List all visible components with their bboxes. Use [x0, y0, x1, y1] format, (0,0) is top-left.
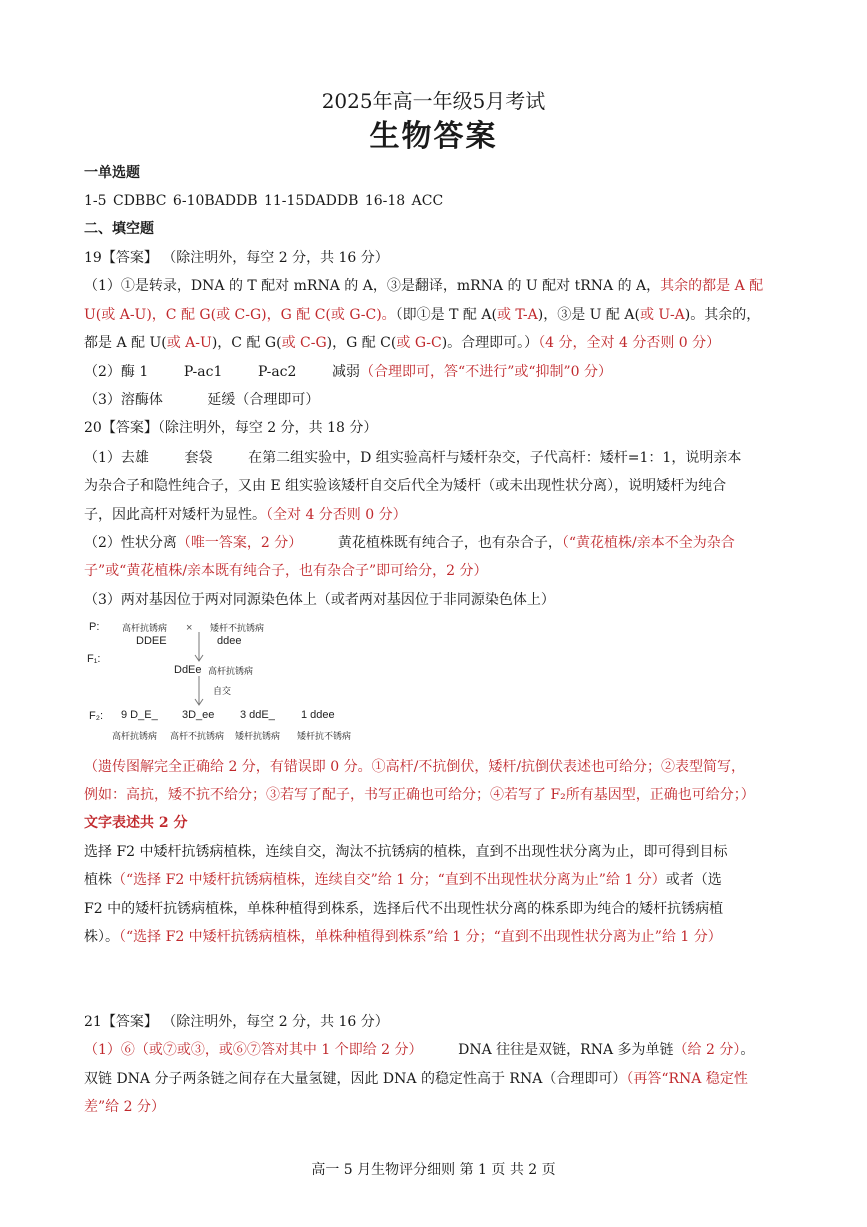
parent1-genotype: DDEE: [136, 635, 167, 647]
q20-text-score-note: 文字表述共 2 分: [84, 815, 188, 831]
f2-phenotype: 高杆不抗锈病: [170, 731, 225, 741]
q21-part1-line3: 差”给 2 分）: [84, 1099, 165, 1115]
parent2-genotype: ddee: [217, 635, 242, 647]
f2-phenotype: 高杆抗锈病: [112, 731, 158, 741]
f2-phenotype: 矮杆抗不锈病: [297, 731, 352, 741]
f2-genotype: 3D_ee: [182, 709, 215, 721]
single-choice-answers: 1-5 CDBBC 6-10BADDB 11-15DADDB 16-18 ACC: [84, 193, 444, 209]
section-heading-fill-in: 二、填空题: [84, 221, 154, 237]
f2-genotype: 1 ddee: [301, 709, 335, 721]
q19-heading: 19【答案】 （除注明外，每空 2 分，共 16 分）: [84, 250, 389, 266]
q20-text-line1: 选择 F2 中矮杆抗锈病植株，连续自交，淘汰不抗锈病的植株，直到不出现性状分离为止，即可得到目标: [84, 844, 728, 860]
q20-part2-line1: （2）性状分离（唯一答案，2 分） 黄花植株既有纯合子，也有杂合子，（“黄花植株/亲本不全为杂合: [84, 535, 735, 551]
parent2-phenotype: 矮杆不抗锈病: [210, 623, 265, 633]
q20-text-line2: 植株（“选择 F2 中矮杆抗锈病植株，连续自交”给 1 分；“直到不出现性状分离为止”给 1 分）或者（选: [84, 872, 722, 888]
f2-genotype: 3 ddE_: [240, 709, 275, 721]
page-footer: 高一 5 月生物评分细则 第 1 页 共 2 页: [311, 1162, 556, 1178]
subject-title: 生物答案: [369, 119, 498, 154]
q20-part1-line1: （1）去雄 套袋 在第二组实验中，D 组实验高杆与矮杆杂交，子代高杆：矮杆=1：1，说明亲本: [84, 450, 742, 466]
q19-part1-line1: （1）①是转录，DNA 的 T 配对 mRNA 的 A，③是翻译，mRNA 的 U 配对 tRNA 的 A，其余的都是 A 配: [84, 278, 764, 294]
q20-part1-line3: 子，因此高杆对矮杆为显性。（全对 4 分否则 0 分）: [84, 507, 407, 523]
q21-heading: 21【答案】 （除注明外，每空 2 分，共 16 分）: [84, 1014, 389, 1030]
q20-diagram-note-line2: 例如：高抗，矮不抗不给分；③若写了配子，书写正确也可给分；④若写了 F₂所有基因型，正确也可给分；）: [84, 787, 755, 803]
section-heading-single-choice: 一单选题: [84, 165, 140, 181]
diagram-f1-label: F₁:: [87, 653, 101, 665]
q21-part1-line1: （1）⑥（或⑦或③，或⑥⑦答对其中 1 个即给 2 分） DNA 往往是双链，RNA 多为单链（给 2 分）。: [84, 1042, 755, 1058]
q20-text-line3: F2 中的矮杆抗锈病植株，单株种植得到株系，选择后代不出现性状分离的株系即为纯合的矮杆抗锈病植: [84, 901, 724, 917]
q19-part1-line3: 都是 A 配 U(或 A-U)，C 配 G(或 C-G)，G 配 C(或 G-C)。合理即可。）（4 分，全对 4 分否则 0 分）: [84, 335, 721, 351]
q20-part2-line2: 子”或“黄花植株/亲本既有纯合子，也有杂合子”即可给分，2 分）: [84, 563, 488, 579]
f1-phenotype: 高杆抗锈病: [208, 666, 254, 676]
q19-part1-line2: U(或 A-U)，C 配 G(或 C-G)，G 配 C(或 G-C)。（即①是 T 配 A(或 T-A)，③是 U 配 A(或 U-A)。其余的，: [84, 307, 761, 323]
q20-part3: （3）两对基因位于两对同源染色体上（或者两对基因位于非同源染色体上）: [84, 592, 555, 608]
parent1-phenotype: 高杆抗锈病: [122, 623, 168, 633]
q20-heading: 20【答案】（除注明外，每空 2 分，共 18 分）: [84, 420, 378, 436]
q20-diagram-note-line1: （遗传图解完全正确给 2 分，有错误即 0 分。①高杆/不抗倒伏，矮杆/抗倒伏表述也可给分；②表型简写，: [84, 759, 746, 775]
q21-part1-line2: 双链 DNA 分子两条链之间存在大量氢键，因此 DNA 的稳定性高于 RNA（合理即可）（再答“RNA 稳定性: [84, 1071, 748, 1087]
exam-title: 2025年高一年级5月考试: [321, 89, 546, 113]
q20-part1-line2: 为杂合子和隐性纯合子，又由 E 组实验该矮杆自交后代全为矮杆（或未出现性状分离），说明矮杆为纯合: [84, 478, 727, 494]
q19-part2: （2）酶 1 P-ac1 P-ac2 减弱（合理即可，答“不进行”或“抑制”0 分）: [84, 364, 613, 380]
diagram-p-label: P:: [89, 621, 100, 633]
selfing-label: 自交: [213, 686, 232, 696]
cross-symbol: ×: [186, 622, 193, 634]
diagram-f2-label: F₂:: [89, 710, 104, 722]
q19-part3: （3）溶酶体 延缓（合理即可）: [84, 392, 320, 408]
f1-genotype: DdEe: [174, 664, 202, 676]
q20-text-line4: 株）。（“选择 F2 中矮杆抗锈病植株，单株种植得到株系”给 1 分；“直到不出现性状分离为止”给 1 分）: [84, 929, 722, 945]
f2-genotype: 9 D_E_: [121, 709, 158, 721]
f2-phenotype: 矮杆抗锈病: [235, 731, 281, 741]
